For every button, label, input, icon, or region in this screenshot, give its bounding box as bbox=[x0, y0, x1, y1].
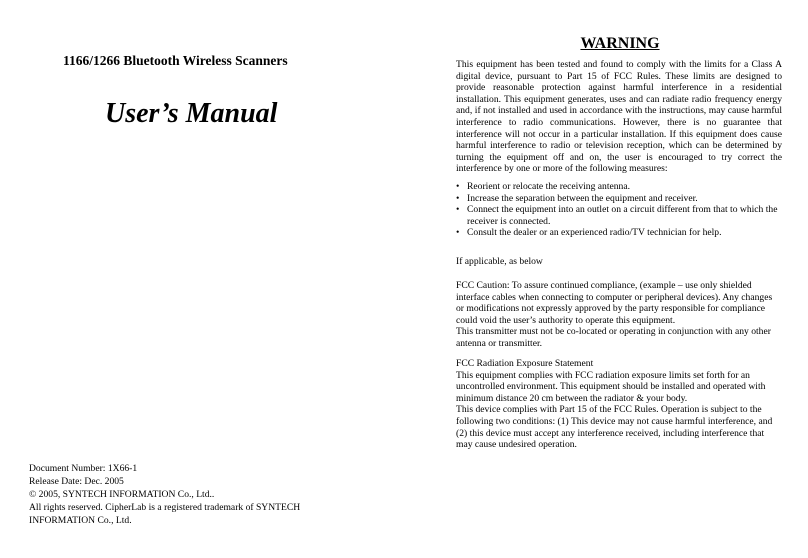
fcc-caution-section bbox=[456, 280, 786, 350]
list-item bbox=[456, 181, 782, 193]
bullet-icon: • bbox=[456, 227, 460, 239]
measure-text: Reorient or relocate the receiving antenna. bbox=[467, 181, 631, 192]
document-info bbox=[29, 462, 349, 527]
if-applicable-text: If applicable, as below bbox=[456, 256, 543, 267]
measure-text: Connect the equipment into an outlet on a circuit different from that to which the receiver is connected. bbox=[467, 204, 778, 227]
bullet-icon: • bbox=[456, 192, 460, 204]
fcc-caution-line: or modifications not expressly approved by the party responsible for compliance bbox=[456, 303, 766, 315]
document-number: Document Number: 1X66-1 bbox=[29, 463, 138, 474]
bullet-icon: • bbox=[456, 181, 460, 192]
warning-title: WARNING bbox=[580, 35, 660, 52]
fcc-caution-line: could void the user’s authority to operate this equipment. bbox=[456, 314, 676, 326]
radiation-line: following two conditions: (1) This device may not cause harmful interference, and bbox=[456, 415, 773, 427]
fcc-caution-line: FCC Caution: To assure continued compliance, (example – use only shielded bbox=[456, 280, 752, 291]
if-applicable-note bbox=[456, 256, 786, 268]
radiation-line: minimum distance 20 cm between the radiator & your body. bbox=[456, 392, 688, 404]
measure-text: Consult the dealer or an experienced radio/TV technician for help. bbox=[467, 227, 722, 239]
list-item bbox=[456, 193, 782, 205]
left-page bbox=[0, 0, 400, 558]
radiation-line: (2) this device must accept any interference received, including interference that bbox=[456, 427, 765, 439]
manual-title: User’s Manual bbox=[105, 98, 278, 129]
radiation-heading: FCC Radiation Exposure Statement bbox=[456, 358, 594, 369]
radiation-line: uncontrolled environment. This equipment should be installed and operated with bbox=[456, 381, 766, 393]
warning-paragraph: This equipment has been tested and found to comply with the limits for a Class A digital device, pursuant to Part 15 of FCC Rules. These limits are designed to provide reasonable protection against harmful interference in a residential installation. This equipment generates, uses and can radiate radio frequency energy and, if not installed and used in accordance with the instructions, may cause harmful interference to radio communications. However, there is no guarantee that interference will not occur in a particular installation. If this equipment does cause harmful interference to radio or television reception, which can be determined by turning the equipment off and on, the user is encouraged to try correct the interference by one or more of the following measures: bbox=[456, 59, 782, 175]
release-date: Release Date: Dec. 2005 bbox=[29, 476, 124, 487]
measure-text: Increase the separation between the equipment and receiver. bbox=[467, 192, 698, 204]
bullet-icon: • bbox=[456, 204, 460, 216]
product-title: 1166/1266 Bluetooth Wireless Scanners bbox=[63, 53, 288, 68]
radiation-exposure-section bbox=[456, 358, 786, 451]
radiation-line: This device complies with Part 15 of the FCC Rules. Operation is subject to the bbox=[456, 404, 762, 416]
list-item bbox=[456, 204, 782, 227]
measures-list bbox=[456, 181, 782, 239]
radiation-line: may cause undesired operation. bbox=[456, 439, 577, 451]
fcc-caution-line: interface cables when connecting to computer or peripheral devices). Any changes bbox=[456, 291, 773, 303]
list-item bbox=[456, 227, 782, 239]
trademark-line: All rights reserved. CipherLab is a registered trademark of SYNTECH bbox=[29, 502, 301, 513]
copyright-line: © 2005, SYNTECH INFORMATION Co., Ltd.. bbox=[29, 489, 215, 500]
fcc-caution-line: antenna or transmitter. bbox=[456, 337, 543, 349]
trademark-line-cont: INFORMATION Co., Ltd. bbox=[29, 515, 132, 526]
fcc-caution-line: This transmitter must not be co-located or operating in conjunction with any other bbox=[456, 326, 771, 338]
radiation-line: This equipment complies with FCC radiation exposure limits set forth for an bbox=[456, 369, 750, 381]
